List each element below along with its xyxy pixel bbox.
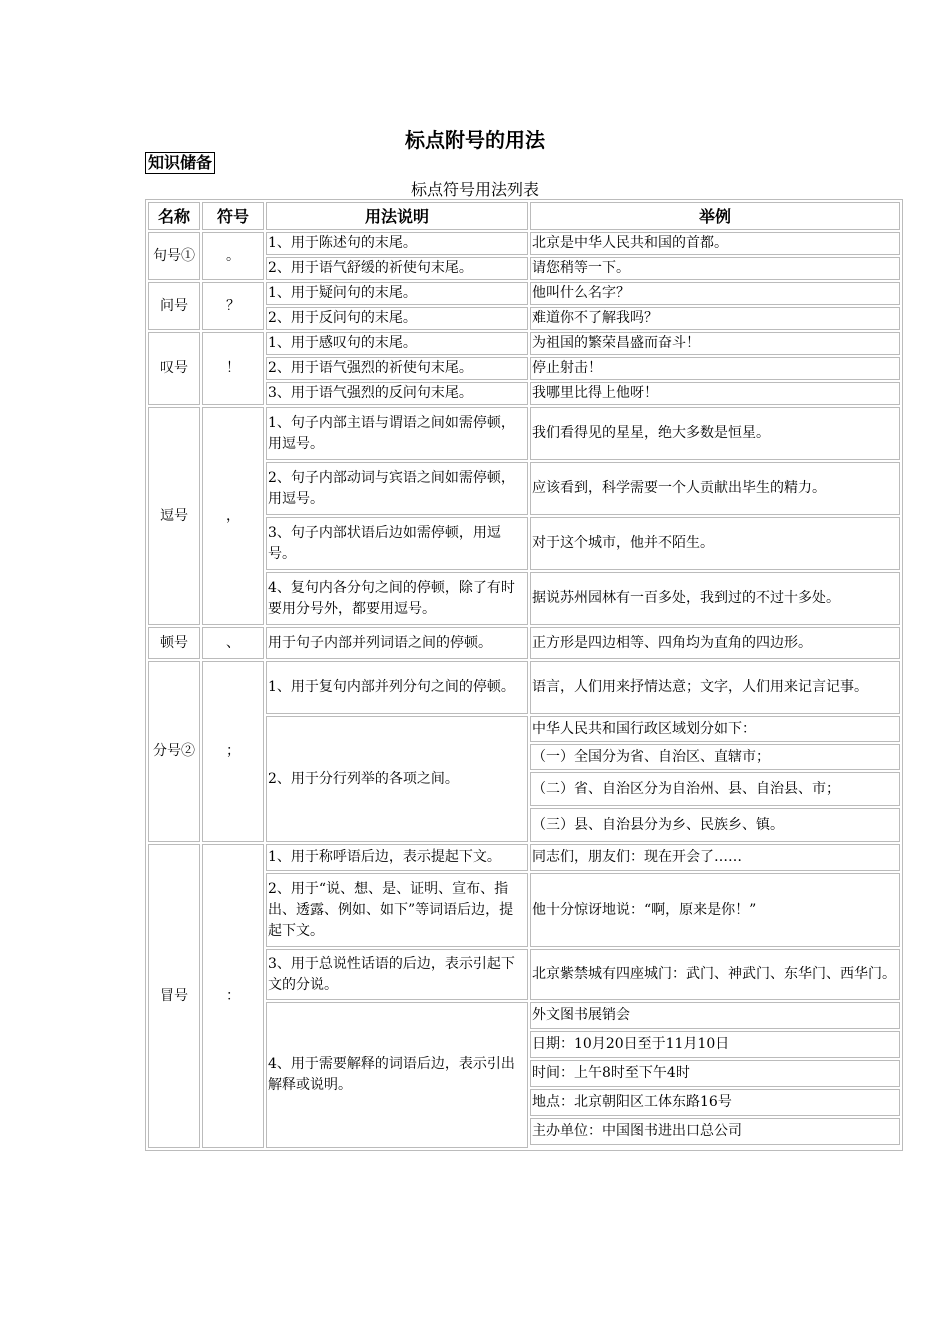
- example-cell: 停止射击！: [530, 357, 900, 380]
- example-cell: 北京紫禁城有四座城门：武门、神武门、东华门、西华门。: [530, 949, 900, 1000]
- mark-name: 冒号: [148, 844, 200, 1148]
- mark-name: 叹号: [148, 332, 200, 405]
- example-cell: 语言，人们用来抒情达意；文字，人们用来记言记事。: [530, 661, 900, 714]
- usage-cell: 2、用于语气强烈的祈使句末尾。: [266, 357, 528, 380]
- example-cell: 主办单位：中国图书进出口总公司: [530, 1118, 900, 1145]
- example-cell: 外文图书展销会: [530, 1002, 900, 1029]
- usage-cell: 2、句子内部动词与宾语之间如需停顿，用逗号。: [266, 462, 528, 515]
- mark-symbol: ，: [202, 407, 264, 625]
- example-cell: 北京是中华人民共和国的首都。: [530, 232, 900, 255]
- table-caption: 标点符号用法列表: [410, 180, 539, 199]
- example-cell: 我们看得见的星星，绝大多数是恒星。: [530, 407, 900, 460]
- mark-name: 分号②: [148, 661, 200, 842]
- usage-cell: 3、句子内部状语后边如需停顿，用逗号。: [266, 517, 528, 570]
- header-symbol: 符号: [202, 202, 264, 230]
- usage-cell: 1、用于感叹句的末尾。: [266, 332, 528, 355]
- usage-cell: 1、用于陈述句的末尾。: [266, 232, 528, 255]
- page-title: 标点附号的用法: [405, 128, 545, 152]
- usage-cell: 3、用于语气强烈的反问句末尾。: [266, 382, 528, 405]
- mark-name: 句号①: [148, 232, 200, 280]
- usage-cell: 1、用于称呼语后边，表示提起下文。: [266, 844, 528, 871]
- punctuation-table: [145, 199, 903, 1151]
- example-cell: 我哪里比得上他呀！: [530, 382, 900, 405]
- example-cell: 中华人民共和国行政区域划分如下：: [530, 716, 900, 742]
- example-cell: 据说苏州园林有一百多处，我到过的不过十多处。: [530, 572, 900, 625]
- usage-cell: 1、用于复句内部并列分句之间的停顿。: [266, 661, 528, 714]
- example-cell: （二）省、自治区分为自治州、县、自治县、市；: [530, 772, 900, 806]
- filler-cell: [530, 1147, 900, 1148]
- table-row: [148, 407, 900, 460]
- usage-cell: 2、用于反问句的末尾。: [266, 307, 528, 330]
- example-cell: （三）县、自治县分为乡、民族乡、镇。: [530, 808, 900, 842]
- mark-name: 逗号: [148, 407, 200, 625]
- usage-cell: 1、用于疑问句的末尾。: [266, 282, 528, 305]
- example-cell: 他叫什么名字？: [530, 282, 900, 305]
- header-name: 名称: [148, 202, 200, 230]
- header-usage: 用法说明: [266, 202, 528, 230]
- example-cell: 他十分惊讶地说：“啊，原来是你！”: [530, 873, 900, 947]
- section-label: 知识储备: [145, 152, 215, 174]
- example-cell: 同志们，朋友们：现在开会了……: [530, 844, 900, 871]
- example-cell: 应该看到，科学需要一个人贡献出毕生的精力。: [530, 462, 900, 515]
- table-row: [148, 332, 900, 355]
- mark-symbol: 、: [202, 627, 264, 659]
- mark-symbol: ；: [202, 661, 264, 842]
- usage-cell: 用于句子内部并列词语之间的停顿。: [266, 627, 528, 659]
- usage-cell: 4、复句内各分句之间的停顿，除了有时要用分号外，都要用逗号。: [266, 572, 528, 625]
- mark-name: 顿号: [148, 627, 200, 659]
- example-cell: 为祖国的繁荣昌盛而奋斗！: [530, 332, 900, 355]
- usage-cell: 4、用于需要解释的词语后边，表示引出解释或说明。: [266, 1002, 528, 1148]
- table-row: [148, 844, 900, 871]
- header-example: 举例: [530, 202, 900, 230]
- mark-symbol: ？: [202, 282, 264, 330]
- mark-symbol: 。: [202, 232, 264, 280]
- mark-symbol: ！: [202, 332, 264, 405]
- example-cell: 时间：上午8时至下午4时: [530, 1060, 900, 1087]
- example-cell: 请您稍等一下。: [530, 257, 900, 280]
- mark-symbol: ：: [202, 844, 264, 1148]
- table-row: [148, 282, 900, 305]
- table-row: [148, 661, 900, 714]
- example-cell: 正方形是四边相等、四角均为直角的四边形。: [530, 627, 900, 659]
- example-cell: 日期：10月20日至于11月10日: [530, 1031, 900, 1058]
- usage-cell: 2、用于语气舒缓的祈使句末尾。: [266, 257, 528, 280]
- example-cell: （一）全国分为省、自治区、直辖市；: [530, 744, 900, 770]
- usage-cell: 3、用于总说性话语的后边，表示引起下文的分说。: [266, 949, 528, 1000]
- table-row: [148, 232, 900, 255]
- header-row: [148, 202, 900, 230]
- usage-cell: 2、用于“说、想、是、证明、宣布、指出、透露、例如、如下”等词语后边，提起下文。: [266, 873, 528, 947]
- mark-name: 问号: [148, 282, 200, 330]
- usage-cell: 2、用于分行列举的各项之间。: [266, 716, 528, 842]
- example-cell: 地点：北京朝阳区工体东路16号: [530, 1089, 900, 1116]
- example-cell: 对于这个城市，他并不陌生。: [530, 517, 900, 570]
- example-cell: 难道你不了解我吗？: [530, 307, 900, 330]
- table-row: [148, 627, 900, 659]
- usage-cell: 1、句子内部主语与谓语之间如需停顿，用逗号。: [266, 407, 528, 460]
